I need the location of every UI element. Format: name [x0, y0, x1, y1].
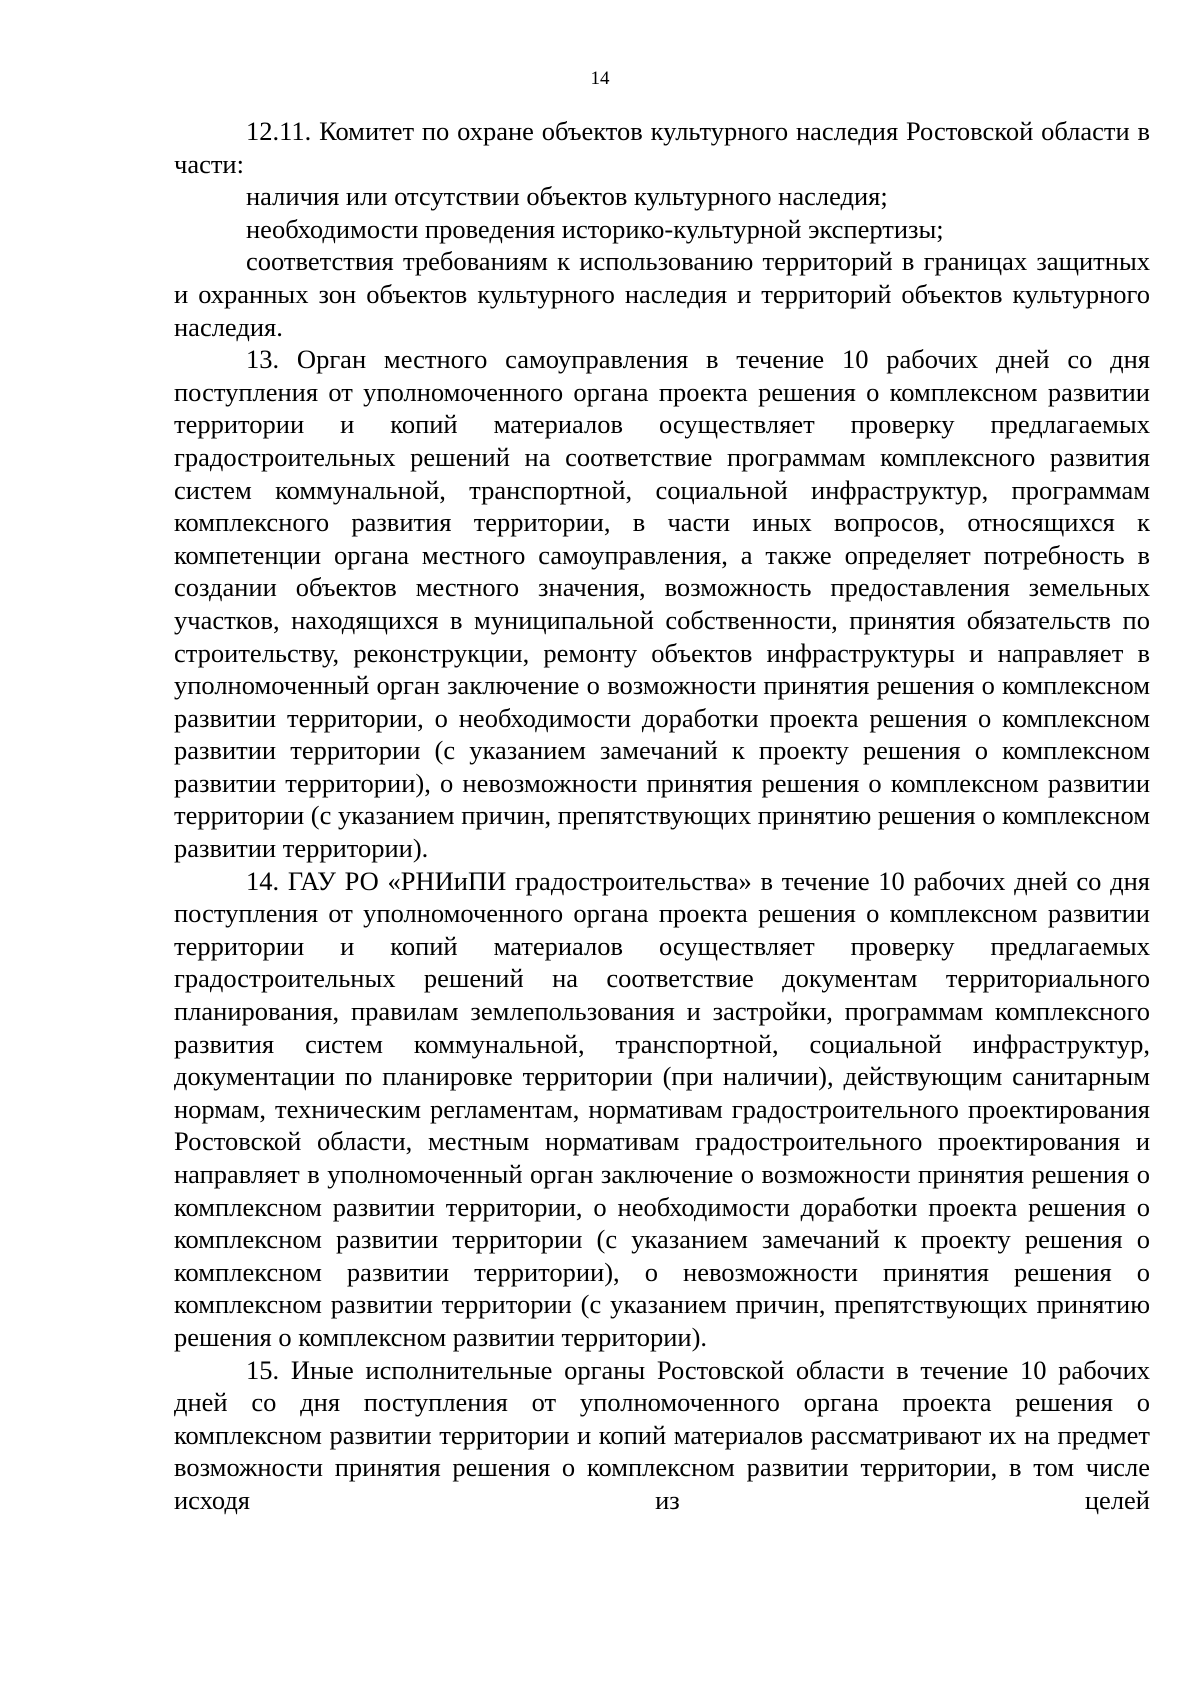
paragraph-13: 13. Орган местного самоуправления в течение 10 рабочих дней со дня поступления от уполномоченного органа проекта решения о комплексном развитии территории и копий материалов осуществляет проверку предлагаемых градостроительных решений на соответствие программам комплексного развития систем коммунальной, транспортной, социальной инфраструктур, программам комплексного развития территории, в части иных вопросов, относящихся к компетенции органа местного самоуправления, а также определяет потребность в создании объектов местного значения, возможность предоставления земельных участков, находящихся в муниципальной собственности, принятия обязательств по строительству, реконструкции, ремонту объектов инфраструктуры и направляет в уполномоченный орган заключение о возможности принятия решения о комплексном развитии территории, о необходимости доработки проекта решения о комплексном развитии территории (с указанием замечаний к проекту решения о комплексном развитии территории), о невозможности принятия решения о комплексном развитии территории (с указанием причин, препятствующих принятию решения о комплексном развитии территории). [174, 344, 1150, 864]
paragraph-14: 14. ГАУ РО «РНИиПИ градостроительства» в течение 10 рабочих дней со дня поступления от уполномоченного органа проекта решения о комплексном развитии территории и копий материалов осуществляет проверку предлагаемых градостроительных решений на соответствие документам территориального планирования, правилам землепользования и застройки, программам комплексного развития систем коммунальной, транспортной, социальной инфраструктур, документации по планировке территории (при наличии), действующим санитарным нормам, техническим регламентам, нормативам градостроительного проектирования Ростовской области, местным нормативам градостроительного проектирования и направляет в уполномоченный орган заключение о возможности принятия решения о комплексном развитии территории, о необходимости доработки проекта решения о комплексном развитии территории (с указанием замечаний к проекту решения о комплексном развитии территории), о невозможности принятия решения о комплексном развитии территории (с указанием причин, препятствующих принятию решения о комплексном развитии территории). [174, 865, 1150, 1352]
page-number: 14 [590, 68, 610, 89]
paragraph-12-11: 12.11. Комитет по охране объектов культурного наследия Ростовской области в части: [174, 116, 1150, 179]
paragraph-15: 15. Иные исполнительные органы Ростовской области в течение 10 рабочих дней со дня поступления от уполномоченного органа проекта решения о комплексном развитии территории и копий материалов рассматривают их на предмет возможности принятия решения о комплексном развитии территории, в том числе исходя из целей [174, 1354, 1150, 1515]
paragraph-list-item-1: наличия или отсутствии объектов культурного наследия; [246, 181, 888, 212]
paragraph-list-item-3: соответствия требованиям к использованию территорий в границах защитных и охранных зон объектов культурного наследия и территорий объектов культурного наследия. [174, 246, 1150, 342]
paragraph-list-item-2: необходимости проведения историко-культурной экспертизы; [246, 213, 944, 244]
document-body [174, 115, 1150, 1517]
